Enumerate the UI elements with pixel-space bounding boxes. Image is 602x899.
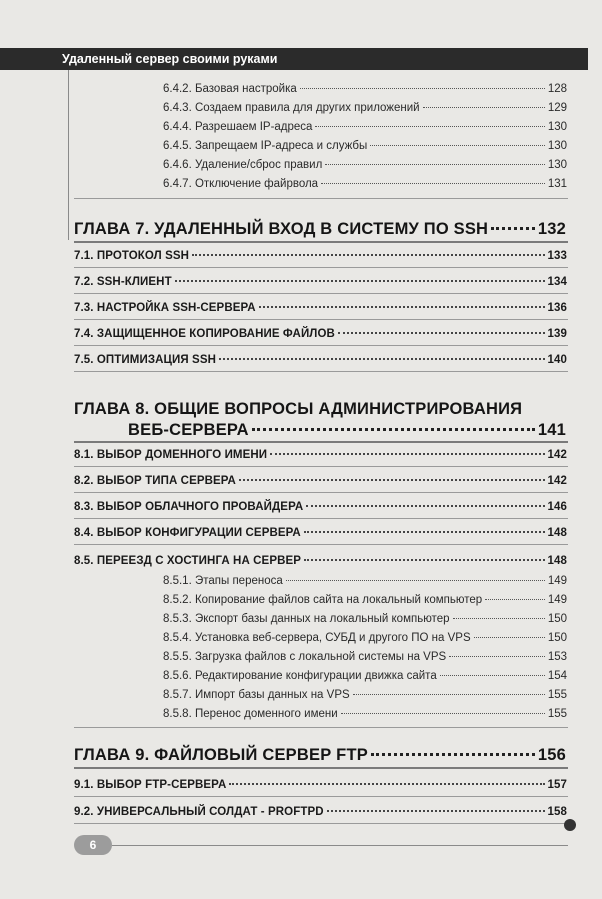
dot-leader <box>453 618 545 619</box>
toc-section <box>74 779 567 791</box>
dot-leader <box>229 783 544 785</box>
toc-entry-title: 8.4. ВЫБОР КОНФИГУРАЦИИ СЕРВЕРА <box>74 527 301 539</box>
dot-leader <box>259 306 545 308</box>
toc-entry-title: 6.4.5. Запрещаем IP-адреса и службы <box>163 140 368 152</box>
toc-entry-title: 8.5.4. Установка веб-сервера, СУБД и другого ПО на VPS <box>163 632 471 644</box>
toc-entry-page: 155 <box>547 689 567 701</box>
toc-subsection <box>163 159 567 171</box>
toc-entry-page: 146 <box>547 501 567 513</box>
toc-entry-title: 8.5.7. Импорт базы данных на VPS <box>163 689 350 701</box>
divider <box>74 767 568 769</box>
toc-section <box>74 501 567 513</box>
dot-leader <box>306 505 544 507</box>
toc-subsection <box>163 632 567 644</box>
dot-leader <box>252 428 535 431</box>
toc-subsection <box>163 651 567 663</box>
dot-leader <box>353 694 545 695</box>
dot-leader <box>270 453 544 455</box>
dot-leader <box>192 254 544 256</box>
toc-entry-page: 148 <box>547 555 567 567</box>
toc-entry-title: 7.2. SSH-КЛИЕНТ <box>74 276 172 288</box>
toc-entry-title: 7.4. ЗАЩИЩЕННОЕ КОПИРОВАНИЕ ФАЙЛОВ <box>74 328 335 340</box>
toc-entry-page: 149 <box>547 594 567 606</box>
toc-entry-page: 158 <box>547 806 567 818</box>
dot-leader <box>286 580 545 581</box>
toc-subsection <box>163 102 567 114</box>
toc-subsection <box>163 83 567 95</box>
toc-entry-title: 6.4.4. Разрешаем IP-адреса <box>163 121 313 133</box>
toc-entry-page: 131 <box>547 178 567 190</box>
dot-leader <box>219 358 544 360</box>
footer-rule <box>112 845 568 846</box>
toc-entry-page: 141 <box>537 421 566 439</box>
toc-section <box>74 555 567 567</box>
toc-subsection <box>163 708 567 720</box>
toc-entry-title: 7.1. ПРОТОКОЛ SSH <box>74 250 190 262</box>
toc-entry-title: 8.2. ВЫБОР ТИПА СЕРВЕРА <box>74 475 236 487</box>
divider <box>74 544 568 545</box>
toc-entry-title: ГЛАВА 7. УДАЛЕННЫЙ ВХОД В СИСТЕМУ ПО SSH <box>74 220 489 238</box>
toc-entry-title: 8.5.3. Экспорт базы данных на локальный компьютер <box>163 613 450 625</box>
toc-subsection <box>163 594 567 606</box>
toc-entry-page: 139 <box>547 328 567 340</box>
toc-entry-title: 8.3. ВЫБОР ОБЛАЧНОГО ПРОВАЙДЕРА <box>74 501 304 513</box>
toc-entry-page: 148 <box>547 527 567 539</box>
running-header-title: Удаленный сервер своими руками <box>62 52 278 66</box>
toc-entry-page: 129 <box>547 102 567 114</box>
toc-entry-page: 142 <box>547 475 567 487</box>
toc-entry-title: 8.5.6. Редактирование конфигурации движка сайта <box>163 670 437 682</box>
toc-entry-title: ГЛАВА 9. ФАЙЛОВЫЙ СЕРВЕР FTP <box>74 746 368 764</box>
toc-entry-title: 8.5.5. Загрузка файлов с локальной системы на VPS <box>163 651 447 663</box>
toc-entry-title: 9.2. УНИВЕРСАЛЬНЫЙ СОЛДАТ - PROFTPD <box>74 806 324 818</box>
toc-section <box>74 250 567 262</box>
toc-section <box>74 449 567 461</box>
dot-leader <box>327 810 545 812</box>
dot-leader <box>371 753 535 756</box>
page-number-badge <box>74 835 112 855</box>
dot-leader <box>239 479 545 481</box>
toc-section <box>74 475 567 487</box>
divider <box>74 466 568 467</box>
toc-section <box>74 328 567 340</box>
toc-entry-title: ГЛАВА 8. ОБЩИЕ ВОПРОСЫ АДМИНИСТРИРОВАНИЯ <box>74 400 523 418</box>
toc-entry-title: 8.5. ПЕРЕЕЗД С ХОСТИНГА НА СЕРВЕР <box>74 555 302 567</box>
toc-entry-page: 149 <box>547 575 567 587</box>
toc-entry-title: 8.5.2. Копирование файлов сайта на локальный компьютер <box>163 594 483 606</box>
toc-entry-title: 8.5.8. Перенос доменного имени <box>163 708 338 720</box>
toc-entry-page: 130 <box>547 159 567 171</box>
toc-entry-title: ВЕБ-СЕРВЕРА <box>128 421 249 439</box>
toc-subsection <box>163 121 567 133</box>
divider <box>74 319 568 320</box>
divider <box>74 727 568 728</box>
toc-entry-title: 6.4.3. Создаем правила для других приложений <box>163 102 420 114</box>
toc-entry-title: 9.1. ВЫБОР FTP-СЕРВЕРА <box>74 779 227 791</box>
toc-subsection <box>163 613 567 625</box>
dot-leader <box>485 599 545 600</box>
divider <box>74 267 568 268</box>
divider <box>74 518 568 519</box>
toc-entry-title: 7.3. НАСТРОЙКА SSH-СЕРВЕРА <box>74 302 256 314</box>
dot-leader <box>423 107 545 108</box>
toc-entry-page: 128 <box>547 83 567 95</box>
toc-entry-title: 7.5. ОПТИМИЗАЦИЯ SSH <box>74 354 217 366</box>
dot-leader <box>300 88 545 89</box>
toc-entry-page: 130 <box>547 140 567 152</box>
footer-dot-icon <box>564 819 576 831</box>
dot-leader <box>338 332 545 334</box>
dot-leader <box>321 183 545 184</box>
toc-section <box>74 806 567 818</box>
toc-entry-page: 136 <box>547 302 567 314</box>
toc-entry-title: 6.4.7. Отключение файрвола <box>163 178 319 190</box>
dot-leader <box>370 145 545 146</box>
dot-leader <box>315 126 544 127</box>
toc-entry-page: 156 <box>537 746 566 764</box>
dot-leader <box>304 531 545 533</box>
toc-subsection <box>163 178 567 190</box>
divider <box>74 198 568 199</box>
divider <box>74 492 568 493</box>
toc-chapter <box>74 746 566 765</box>
toc-entry-page: 134 <box>547 276 567 288</box>
toc-entry-page: 155 <box>547 708 567 720</box>
toc-subsection <box>163 140 567 152</box>
dot-leader <box>440 675 545 676</box>
toc-entry-title: 8.1. ВЫБОР ДОМЕННОГО ИМЕНИ <box>74 449 268 461</box>
toc-entry-page: 157 <box>547 779 567 791</box>
toc-entry-page: 150 <box>547 632 567 644</box>
toc-subsection <box>163 575 567 587</box>
toc-entry-page: 140 <box>547 354 567 366</box>
toc-subsection <box>163 689 567 701</box>
dot-leader <box>304 559 544 561</box>
toc-entry-page: 142 <box>547 449 567 461</box>
toc-section <box>74 276 567 288</box>
toc-entry-page: 150 <box>547 613 567 625</box>
divider <box>74 345 568 346</box>
divider <box>74 371 568 372</box>
toc-entry-page: 132 <box>537 220 566 238</box>
dot-leader <box>325 164 545 165</box>
toc-entry-page: 133 <box>547 250 567 262</box>
divider <box>74 796 568 797</box>
toc-entry-page: 153 <box>547 651 567 663</box>
dot-leader <box>449 656 545 657</box>
divider <box>74 823 568 824</box>
dot-leader <box>341 713 545 714</box>
toc-entry-title: 6.4.2. Базовая настройка <box>163 83 297 95</box>
dot-leader <box>474 637 545 638</box>
divider <box>74 441 568 443</box>
toc-entry-title: 8.5.1. Этапы переноса <box>163 575 283 587</box>
toc-subsection <box>163 670 567 682</box>
page-number: 6 <box>89 838 97 852</box>
dot-leader <box>491 227 535 230</box>
toc-entry-title: 6.4.6. Удаление/сброс правил <box>163 159 323 171</box>
toc-entry-page: 130 <box>547 121 567 133</box>
divider <box>74 241 568 243</box>
divider <box>74 293 568 294</box>
dot-leader <box>175 280 545 282</box>
toc-chapter <box>128 421 566 440</box>
toc-section <box>74 354 567 366</box>
toc-entry-page: 154 <box>547 670 567 682</box>
toc-section <box>74 527 567 539</box>
toc-chapter <box>74 220 566 239</box>
toc-section <box>74 302 567 314</box>
toc-chapter <box>74 400 566 419</box>
